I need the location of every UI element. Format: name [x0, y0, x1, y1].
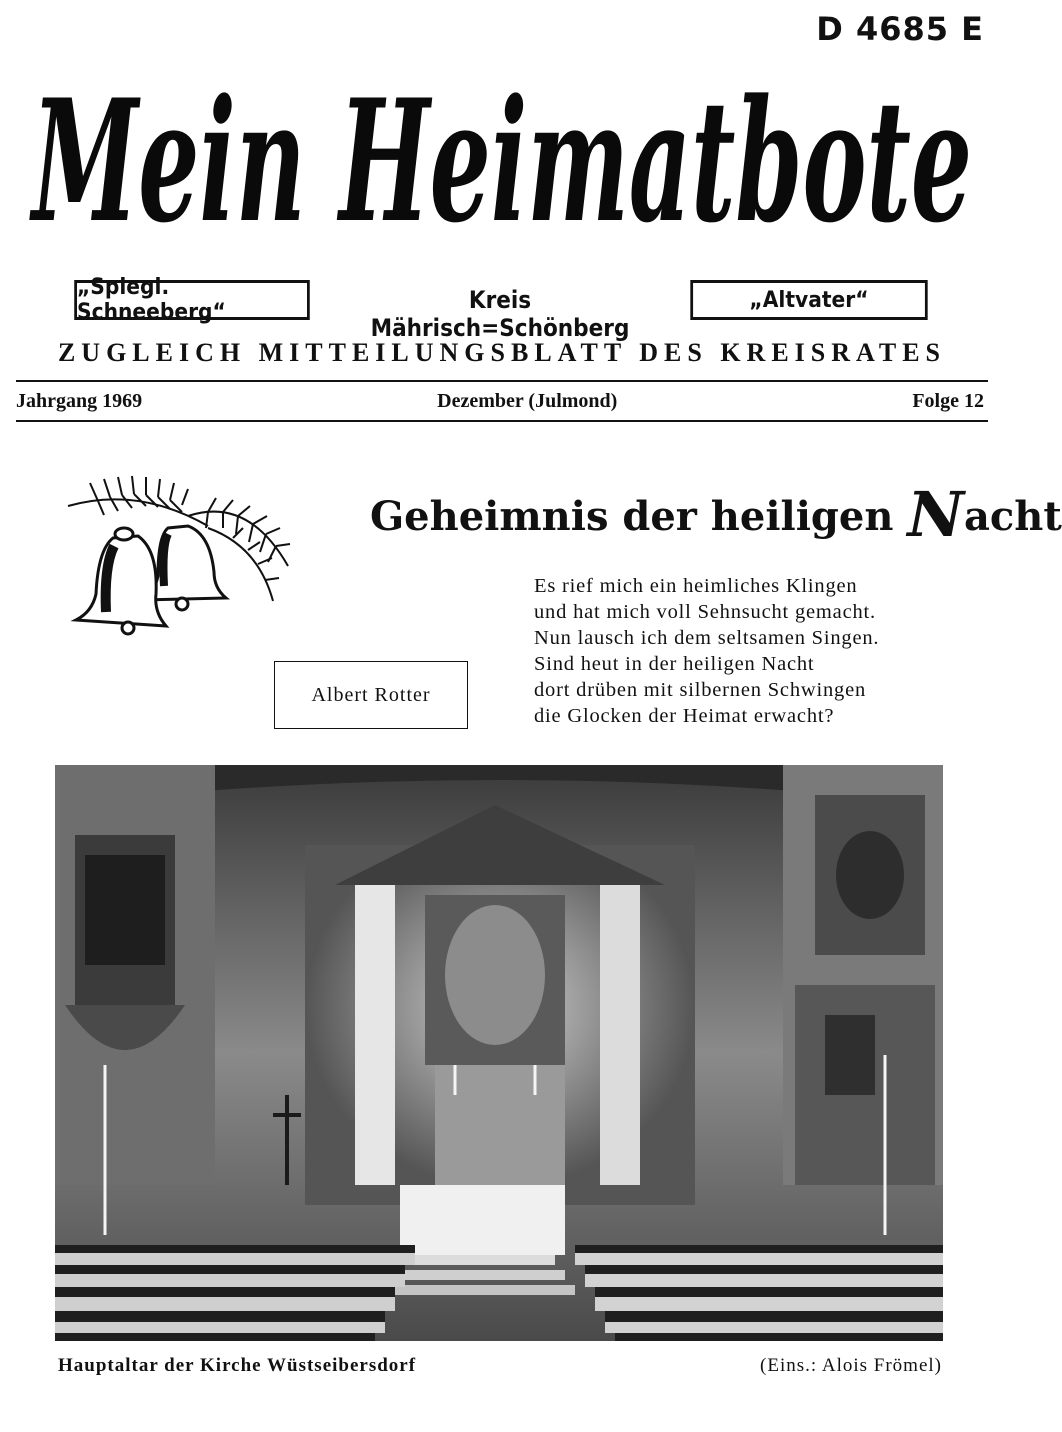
- poem-title-main: Geheimnis der heiligen: [370, 493, 908, 540]
- poem-author: Albert Rotter: [274, 661, 468, 729]
- poem-line: dort drüben mit silbernen Schwingen: [534, 679, 867, 701]
- masthead-title: Mein Heimatbote: [29, 62, 973, 260]
- poem-title-rest: acht: [964, 493, 1062, 540]
- issue-month: Dezember (Julmond): [437, 390, 618, 412]
- poem-line: Nun lausch ich dem seltsamen Singen.: [534, 627, 880, 649]
- subtitle-line: ZUGLEICH MITTEILUNGSBLATT DES KREISRATES: [57, 338, 947, 367]
- region-tag-right: „Altvater“: [690, 280, 927, 320]
- poem-line: die Glocken der Heimat erwacht?: [534, 705, 835, 727]
- issue-info-row: [16, 390, 984, 413]
- issue-number: Folge 12: [912, 390, 984, 412]
- catalog-code: D 4685 E: [816, 10, 984, 48]
- masthead-logo: [22, 40, 982, 270]
- top-rule: [16, 380, 988, 382]
- bottom-rule: [16, 420, 988, 422]
- photo-credit: (Eins.: Alois Frömel): [760, 1355, 942, 1376]
- church-altar-photo: [55, 765, 943, 1341]
- photo-caption: Hauptaltar der Kirche Wüstseibersdorf: [58, 1355, 417, 1376]
- district-name: Kreis Mährisch=Schönberg: [370, 286, 630, 342]
- poem-line: Sind heut in der heiligen Nacht: [534, 653, 815, 675]
- christmas-bells-icon: [58, 476, 293, 636]
- poem-title: [370, 478, 1062, 551]
- poem-line: Es rief mich ein heimliches Klingen: [534, 575, 858, 597]
- poem-body: [534, 573, 954, 729]
- poem-title-initial: N: [907, 478, 965, 551]
- volume-year: Jahrgang 1969: [16, 390, 143, 412]
- poem-line: und hat mich voll Sehnsucht gemacht.: [534, 601, 876, 623]
- region-tag-left: „Spiegl. Schneeberg“: [74, 280, 310, 320]
